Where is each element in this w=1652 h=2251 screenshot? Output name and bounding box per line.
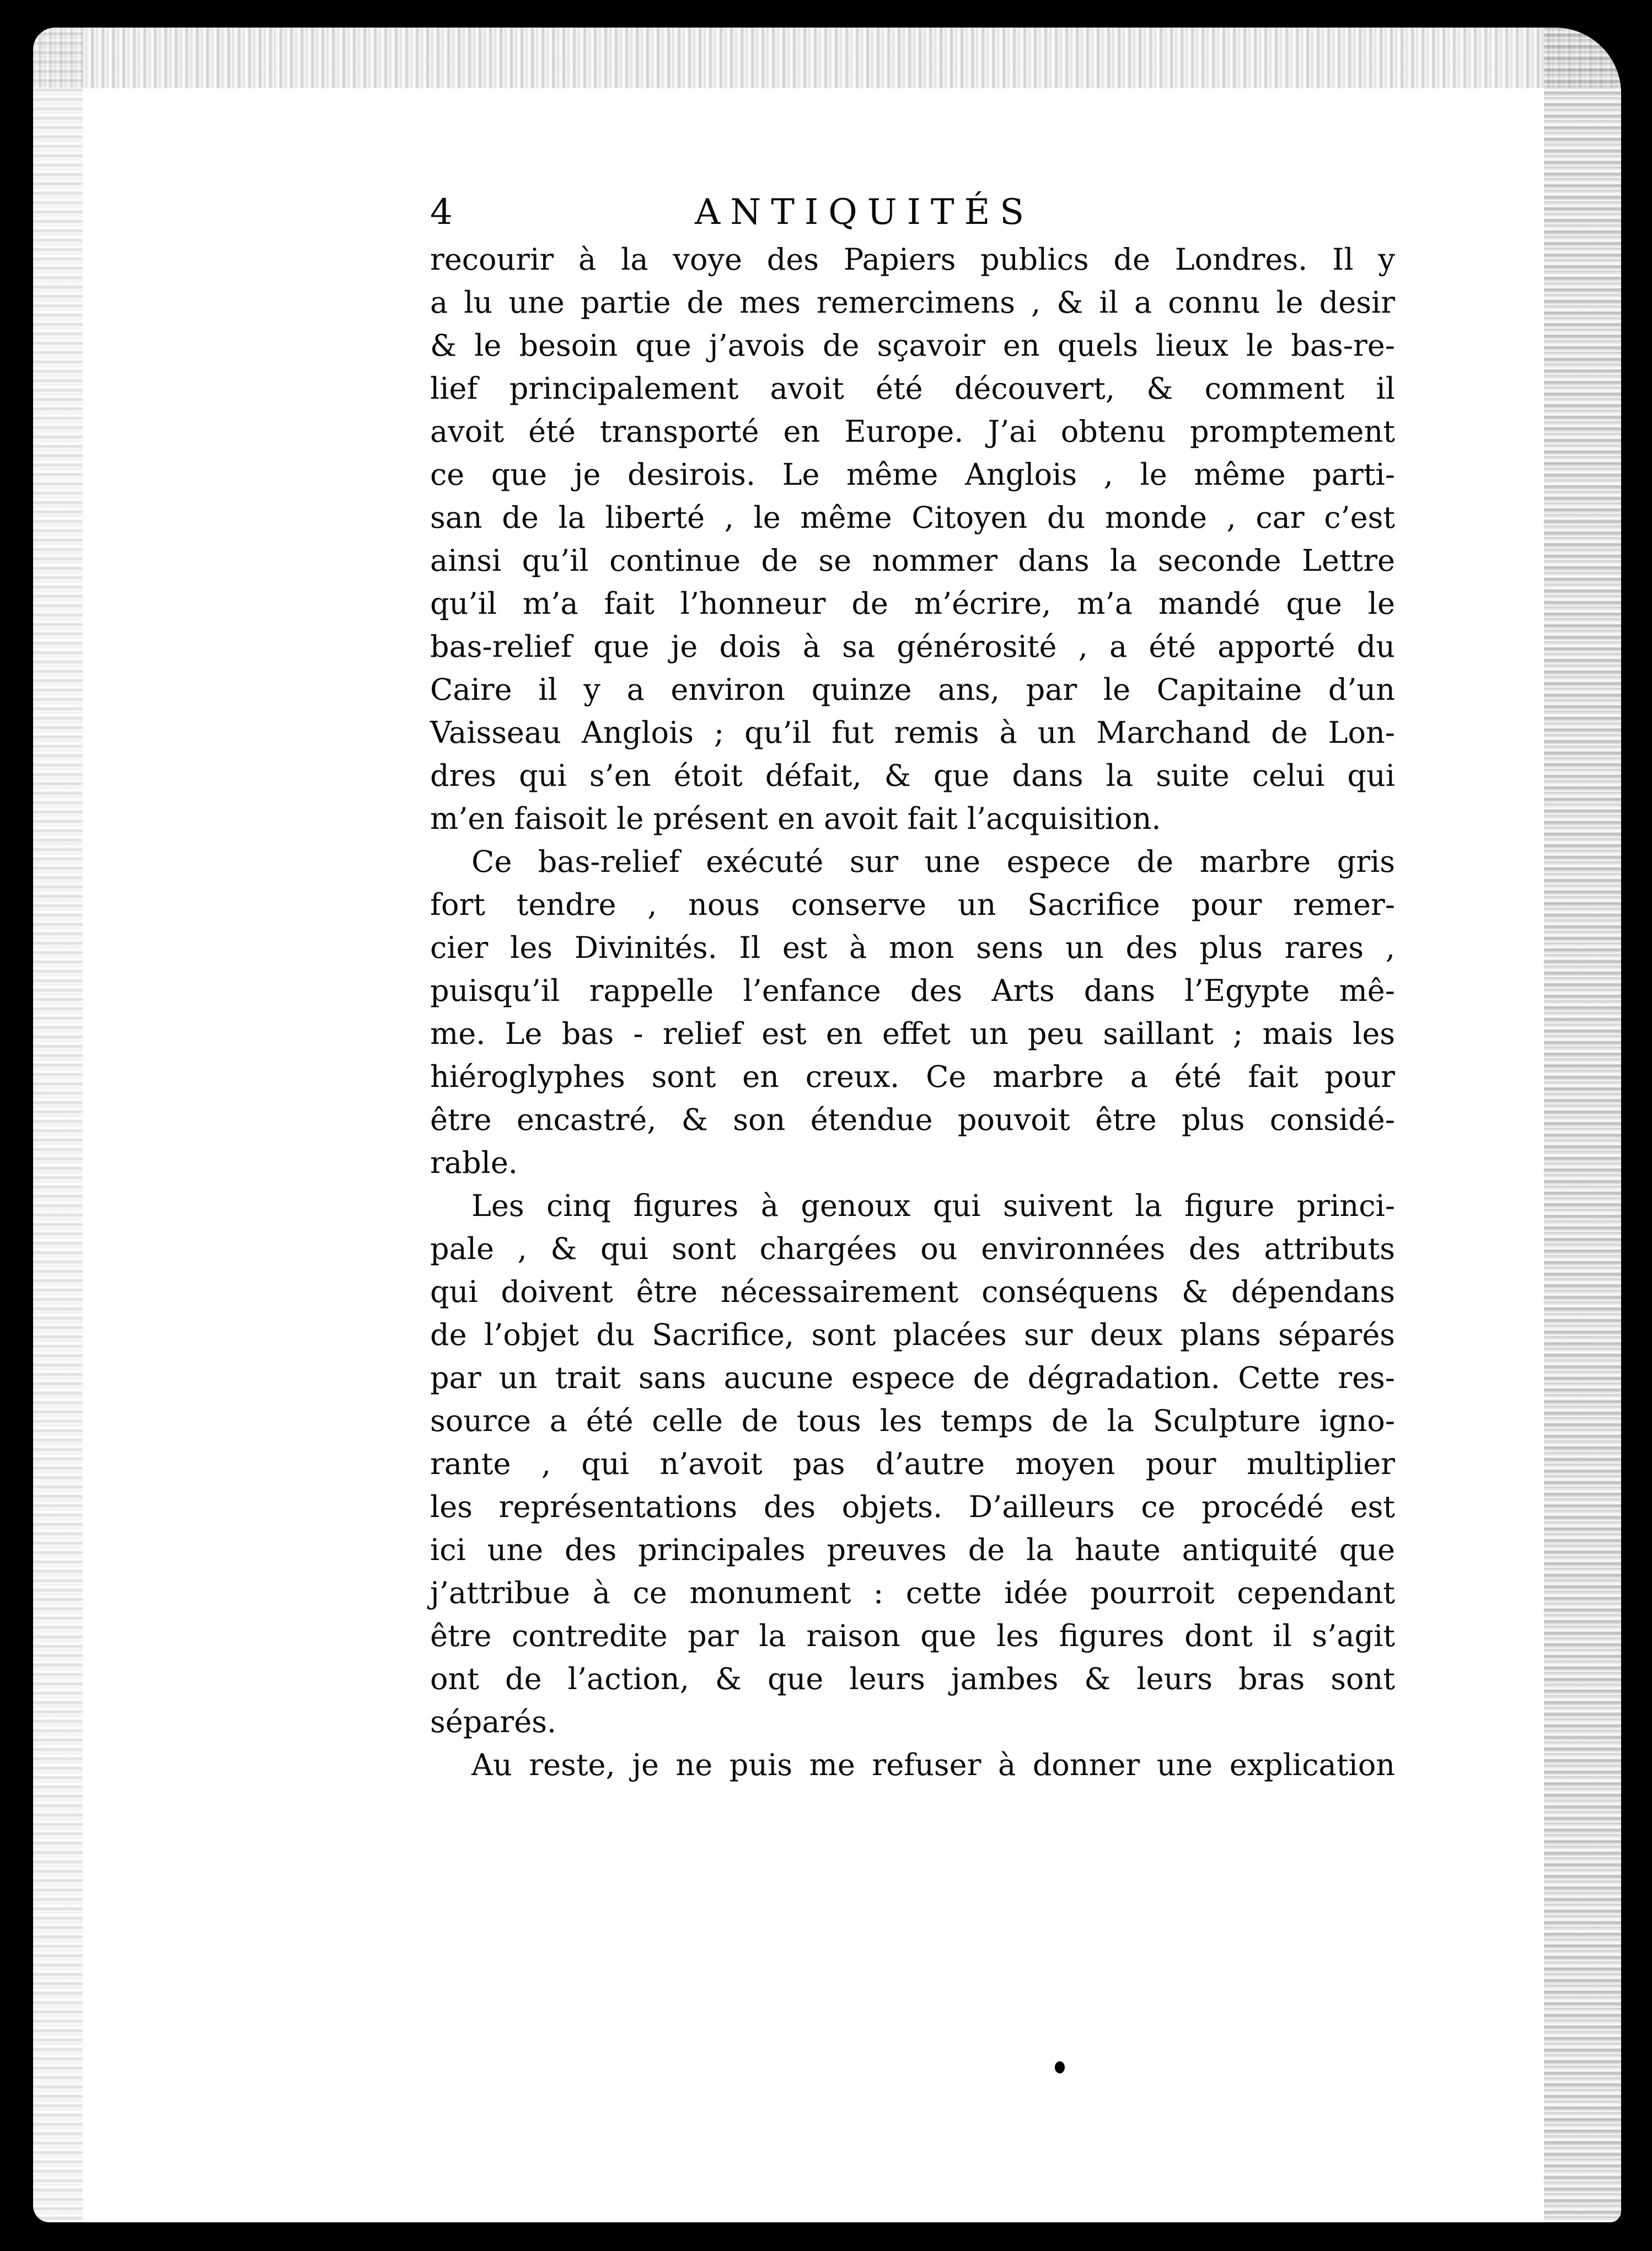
text-line: ont de l’action, & que leurs jambes & leurs bras sont (430, 1662, 1395, 1696)
text-line: Les cinq figures à genoux qui suivent la figure princi- (471, 1188, 1395, 1223)
text-line: m’en faisoit le présent en avoit fait l’acquisition. (430, 801, 1161, 836)
paragraph-3 (430, 1185, 1395, 1744)
text-line: Au reste, je ne puis me refuser à donner une explication (471, 1748, 1395, 1782)
text-line: ce que je desirois. Le même Anglois , le même parti- (430, 457, 1395, 492)
scan-edge-left (33, 28, 83, 2222)
text-line: ainsi qu’il continue de se nommer dans la seconde Lettre (430, 543, 1395, 578)
page-header (430, 187, 1395, 237)
text-line: Vaisseau Anglois ; qu’il fut remis à un Marchand de Lon- (430, 715, 1395, 750)
text-line: Ce bas-relief exécuté sur une espece de marbre gris (471, 844, 1395, 879)
text-line: rable. (430, 1145, 518, 1180)
text-line: ici une des principales preuves de la haute antiquité que (430, 1532, 1395, 1567)
text-line: par un trait sans aucune espece de dégradation. Cette res- (430, 1360, 1395, 1395)
text-line: séparés. (430, 1705, 557, 1739)
text-line: bas-relief que je dois à sa générosité , a été apporté du (430, 629, 1395, 664)
text-line: source a été celle de tous les temps de la Sculpture igno- (430, 1403, 1395, 1438)
book-page (430, 187, 1395, 1787)
text-line: a lu une partie de mes remercimens , & il a connu le desir (430, 285, 1395, 320)
text-line: qu’il m’a fait l’honneur de m’écrire, m’a mandé que le (430, 586, 1395, 621)
text-line: san de la liberté , le même Citoyen du monde , car c’est (430, 500, 1395, 535)
text-line: avoit été transporté en Europe. J’ai obtenu promptement (430, 414, 1395, 449)
text-line: Caire il y a environ quinze ans, par le Capitaine d’un (430, 672, 1395, 707)
text-line: dres qui s’en étoit défait, & que dans la suite celui qui (430, 758, 1395, 793)
scan-edge-right (1544, 28, 1621, 2222)
text-line: pale , & qui sont chargées ou environnées des attributs (430, 1231, 1395, 1266)
text-line: cier les Divinités. Il est à mon sens un des plus rares , (430, 930, 1395, 965)
text-line: être contredite par la raison que les figures dont il s’agit (430, 1618, 1395, 1653)
text-line: j’attribue à ce monument : cette idée pourroit cependant (430, 1575, 1395, 1610)
text-line: fort tendre , nous conserve un Sacrifice pour remer- (430, 887, 1395, 922)
text-line: rante , qui n’avoit pas d’autre moyen pour multiplier (430, 1446, 1395, 1481)
scan-edge-top (33, 28, 1621, 88)
text-line: de l’objet du Sacrifice, sont placées sur deux plans séparés (430, 1317, 1395, 1352)
text-line: lief principalement avoit été découvert, & comment il (430, 371, 1395, 406)
text-line: me. Le bas - relief est en effet un peu saillant ; mais les (430, 1016, 1395, 1051)
paragraph-1 (430, 238, 1395, 840)
paragraph-4 (430, 1744, 1395, 1787)
paragraph-2 (430, 840, 1395, 1185)
text-line: puisqu’il rappelle l’enfance des Arts dans l’Egypte mê- (430, 973, 1395, 1008)
text-line: être encastré, & son étendue pouvoit être plus considé- (430, 1102, 1395, 1137)
text-line: & le besoin que j’avois de sçavoir en quels lieux le bas-re- (430, 328, 1395, 363)
text-line: qui doivent être nécessairement conséquens & dépendans (430, 1274, 1395, 1309)
page-number: 4 (430, 192, 453, 233)
text-line: les représentations des objets. D’ailleurs ce procédé est (430, 1489, 1395, 1524)
text-line: recourir à la voye des Papiers publics de Londres. Il y (430, 242, 1395, 277)
ink-speck (1055, 2061, 1065, 2073)
running-title: ANTIQUITÉS (695, 192, 1034, 233)
text-line: hiéroglyphes sont en creux. Ce marbre a été fait pour (430, 1059, 1395, 1094)
